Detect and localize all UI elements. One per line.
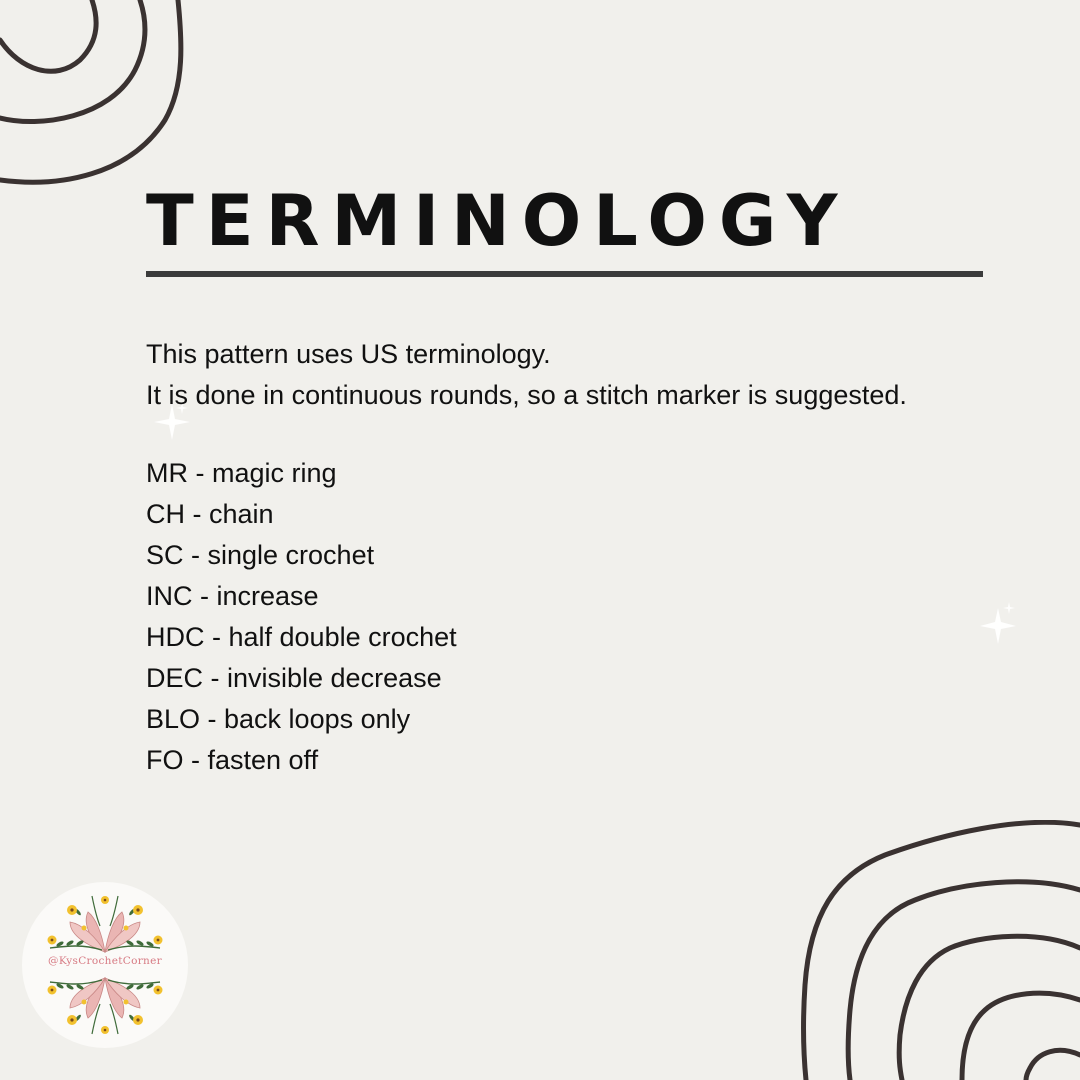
term-item: CH - chain xyxy=(146,499,274,529)
contour-lines-bottom-right-icon xyxy=(790,820,1080,1080)
logo-handle: @KysCrochetCorner xyxy=(48,955,162,967)
title-underline xyxy=(146,271,983,277)
page-title: TERMINOLOGY xyxy=(146,180,850,262)
term-item: SC - single crochet xyxy=(146,540,375,570)
term-item: DEC - invisible decrease xyxy=(146,663,442,693)
brand-logo xyxy=(22,882,188,1048)
contour-lines-top-left-icon xyxy=(0,0,200,200)
term-item: BLO - back loops only xyxy=(146,704,411,734)
intro-text xyxy=(146,334,1046,416)
term-item: FO - fasten off xyxy=(146,745,319,775)
intro-line-2: It is done in continuous rounds, so a stitch marker is suggested. xyxy=(146,380,907,410)
term-item: INC - increase xyxy=(146,581,319,611)
term-item: MR - magic ring xyxy=(146,458,337,488)
intro-line-1: This pattern uses US terminology. xyxy=(146,339,551,369)
term-item: HDC - half double crochet xyxy=(146,622,457,652)
sparkle-icon xyxy=(976,602,1020,646)
terminology-list xyxy=(146,453,457,781)
